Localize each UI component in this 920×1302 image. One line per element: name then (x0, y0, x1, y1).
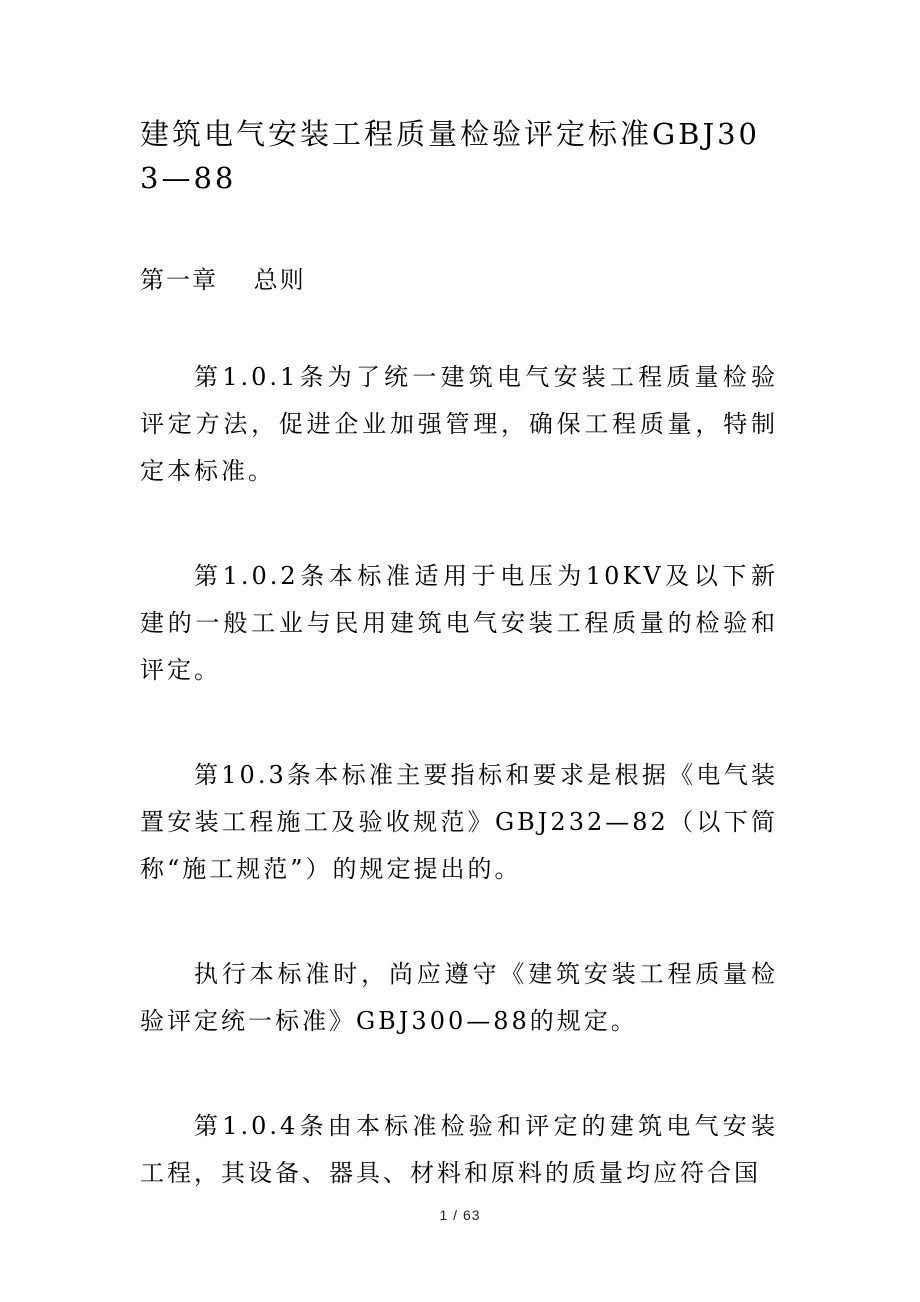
paragraph-1-0-4: 第1.0.4条由本标准检验和评定的建筑电气安装工程，其设备、器具、材料和原料的质量均应符合国 (140, 1112, 778, 1187)
page-number: 1 / 63 (439, 1207, 481, 1223)
document-title: 建筑电气安装工程质量检验评定标准GBJ303—88 (140, 117, 761, 195)
paragraph-execution-note: 执行本标准时，尚应遵守《建筑安装工程质量检验评定统一标准》GBJ300—88的规定。 (140, 960, 778, 1035)
paragraph-1-0-2: 第1.0.2条本标准适用于电压为10KV及以下新建的一般工业与民用建筑电气安装工程质量的检验和评定。 (140, 562, 778, 684)
chapter-heading: 第一章 总则 (140, 266, 306, 294)
page-content (140, 112, 778, 1197)
paragraph-1-0-1: 第1.0.1条为了统一建筑电气安装工程质量检验评定方法，促进企业加强管理，确保工程质量，特制定本标准。 (140, 363, 778, 485)
paragraph-10-3: 第10.3条本标准主要指标和要求是根据《电气装置安装工程施工及验收规范》GBJ232—82（以下简称“施工规范”）的规定提出的。 (140, 761, 778, 883)
